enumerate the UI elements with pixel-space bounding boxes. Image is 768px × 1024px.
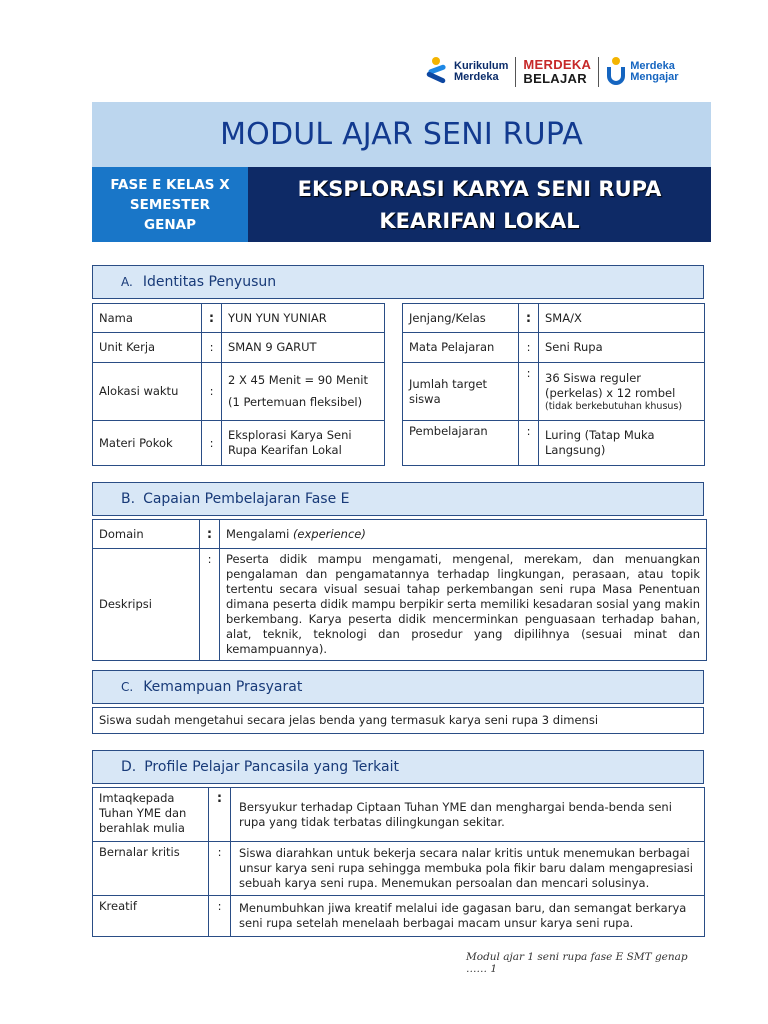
section-c-title: Kemampuan Prasyarat	[143, 679, 303, 695]
section-d-letter: D.	[121, 759, 137, 775]
capaian-table	[92, 519, 707, 661]
section-c-letter: C.	[121, 680, 134, 694]
unit-kerja-value: SMAN 9 GARUT	[222, 333, 385, 363]
deskripsi-value: Peserta didik mampu mengamati, mengenal, merekam, dan menuangkan pengalaman dan pengamatannya terhadap lingkungan, perasaan, atau topik tertentu secara visual sesuai tahap perkembangan seni rupa Masa Penentuan dimana peserta didik mampu berpikir serta memiliki kesadaran sosial yang makin berkembang. Karya peserta didik mencerminkan penguasaan terhadap bahan, alat, teknik, teknologi dan prosedur yang dipilihnya (sesuai minat dan kemampuannya).	[220, 549, 707, 661]
merdeka-belajar-logo	[523, 58, 591, 86]
identitas-right-table	[402, 303, 705, 466]
jenjang-kelas-colon: :	[519, 304, 539, 333]
logo-km-line1: Kurikulum	[454, 60, 509, 72]
section-b-title: Capaian Pembelajaran Fase E	[143, 491, 350, 507]
materi-pokok-value: Eksplorasi Karya Seni Rupa Kearifan Lokal	[222, 421, 385, 466]
merdeka-mengajar-logo	[606, 57, 678, 87]
profile-pelajar-table	[92, 787, 705, 937]
profile-row-colon: :	[209, 788, 231, 842]
mata-pelajaran-colon: :	[519, 333, 539, 363]
fase-line2: SEMESTER	[129, 197, 211, 213]
deskripsi-colon: :	[200, 549, 220, 661]
logo-mb-line1: MERDEKA	[523, 57, 592, 72]
domain-value-italic: (experience)	[292, 526, 366, 541]
pembelajaran-label: Pembelajaran	[403, 421, 519, 466]
logo-mb-line2: BELAJAR	[523, 71, 587, 86]
logo-bar	[426, 54, 696, 90]
domain-value	[220, 520, 707, 549]
mata-pelajaran-label: Mata Pelajaran	[403, 333, 519, 363]
profile-row-value: Siswa diarahkan untuk bekerja secara nalar kritis untuk menemukan berbagai unsur karya seni rupa sehingga membuka pola fikir baru dalam mengapresiasi sebuah karya seni rupa. Menemukan persoalan dan mencari solusinya.	[231, 842, 705, 896]
fase-line3: GENAP	[144, 217, 196, 233]
unit-kerja-label: Unit Kerja	[93, 333, 202, 363]
fase-box	[92, 167, 248, 242]
section-a-title: Identitas Penyusun	[142, 274, 277, 290]
logo-divider	[598, 57, 599, 87]
unit-kerja-colon: :	[202, 333, 222, 363]
section-b-header	[92, 482, 704, 516]
pembelajaran-value: Luring (Tatap Muka Langsung)	[539, 421, 705, 466]
nama-value: YUN YUN YUNIAR	[222, 304, 385, 333]
section-d-title: Profile Pelajar Pancasila yang Terkait	[144, 759, 399, 775]
alokasi-waktu-colon: :	[202, 363, 222, 421]
jumlah-target-line1: 36 Siswa reguler (perkelas) x 12 rombel	[545, 370, 676, 400]
materi-pokok-colon: :	[202, 421, 222, 466]
jumlah-target-note: (tidak berkebutuhan khusus)	[545, 400, 683, 412]
prasyarat-table	[92, 707, 704, 734]
profile-row-colon: :	[209, 896, 231, 937]
page-title: MODUL AJAR SENI RUPA	[220, 117, 583, 152]
profile-row-label: Kreatif	[93, 896, 209, 937]
logo-mm-line2: Mengajar	[630, 71, 679, 83]
domain-value-text: Mengalami	[226, 526, 290, 541]
identitas-left-table	[92, 303, 385, 466]
section-d-header	[92, 750, 704, 784]
nama-label: Nama	[93, 304, 202, 333]
profile-row-label: Bernalar kritis	[93, 842, 209, 896]
jumlah-target-label: Jumlah target siswa	[403, 363, 519, 421]
merdeka-mengajar-icon	[606, 57, 626, 87]
logo-divider	[515, 57, 516, 87]
profile-row-colon: :	[209, 842, 231, 896]
logo-km-line2: Merdeka	[454, 71, 499, 83]
profile-row-value: Bersyukur terhadap Ciptaan Tuhan YME dan menghargai benda-benda seni rupa yang tidak terbatas dilingkungan sekitar.	[231, 788, 705, 842]
deskripsi-label: Deskripsi	[93, 549, 200, 661]
title-banner	[92, 102, 711, 167]
kurikulum-merdeka-icon	[426, 57, 450, 87]
nama-colon: :	[202, 304, 222, 333]
alokasi-waktu-line1: 2 X 45 Menit = 90 Menit	[228, 373, 369, 387]
section-a-header	[92, 265, 704, 299]
section-c-header	[92, 670, 704, 704]
alokasi-waktu-line2: (1 Pertemuan fleksibel)	[228, 395, 363, 409]
mata-pelajaran-value: Seni Rupa	[539, 333, 705, 363]
section-a-letter: A.	[121, 275, 133, 289]
domain-label: Domain	[93, 520, 200, 549]
profile-row-label: Imtaqkepada Tuhan YME dan berahlak mulia	[93, 788, 209, 842]
domain-colon: :	[200, 520, 220, 549]
jumlah-target-colon: :	[519, 363, 539, 421]
page-footer: Modul ajar 1 seni rupa fase E SMT genap …… 1	[466, 951, 688, 975]
topic-line1: EKSPLORASI KARYA SENI RUPA	[297, 177, 662, 201]
alokasi-waktu-label: Alokasi waktu	[93, 363, 202, 421]
topic-box	[248, 167, 711, 242]
jumlah-target-value	[539, 363, 705, 421]
kurikulum-merdeka-logo	[426, 57, 508, 87]
logo-mm-line1: Merdeka	[630, 60, 675, 72]
section-b-letter: B.	[121, 491, 136, 507]
topic-line2: KEARIFAN LOKAL	[379, 209, 580, 233]
fase-line1: FASE E KELAS X	[110, 177, 230, 193]
alokasi-waktu-value	[222, 363, 385, 421]
jenjang-kelas-label: Jenjang/Kelas	[403, 304, 519, 333]
jenjang-kelas-value: SMA/X	[539, 304, 705, 333]
prasyarat-text: Siswa sudah mengetahui secara jelas benda yang termasuk karya seni rupa 3 dimensi	[93, 708, 704, 734]
materi-pokok-label: Materi Pokok	[93, 421, 202, 466]
pembelajaran-colon: :	[519, 421, 539, 466]
profile-row-value: Menumbuhkan jiwa kreatif melalui ide gagasan baru, dan semangat berkarya seni rupa setelah menelaah berbagai macam unsur karya seni rupa.	[231, 896, 705, 937]
